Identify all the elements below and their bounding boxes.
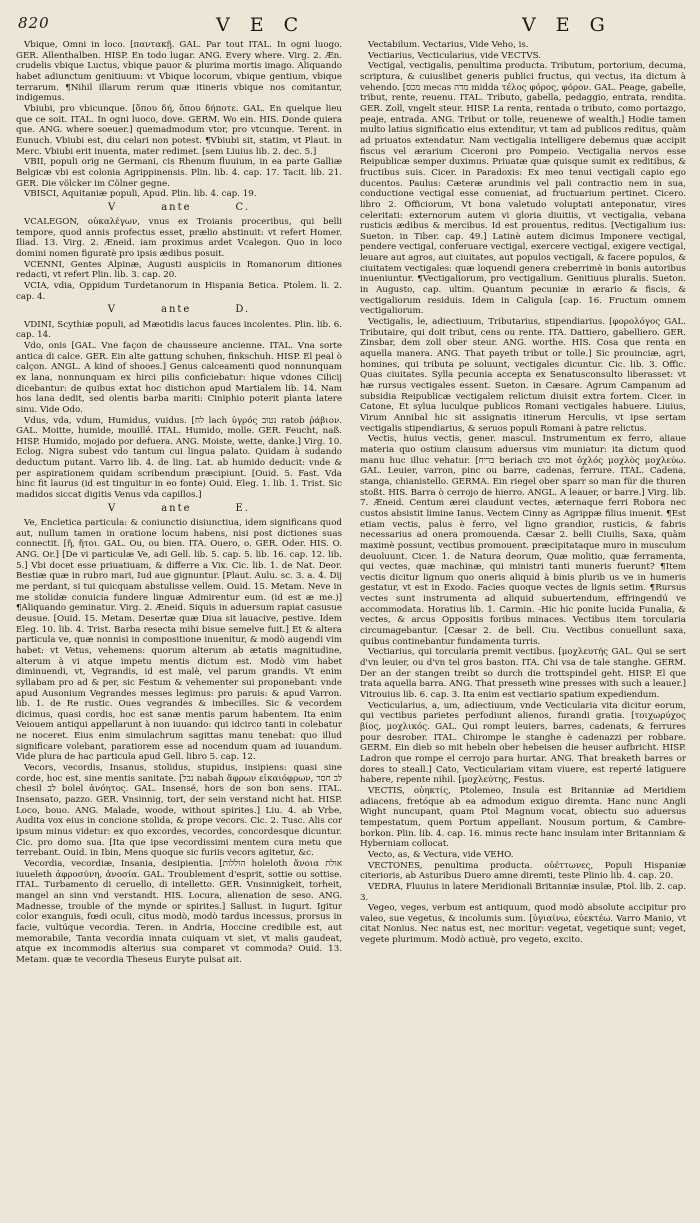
entry-vegeo: Vegeo, veges, verbum est antiquum, quod modò absolute accipitur pro valeo, sue vegetus, & incolumis sum. [ὑγιαίνω, εὐεκτέω. Varro Manio, vt citat Nonius. Nec natus est, nec moritur: vegetat, vegetique sunt; veget, vegete plurimum. Modò actiuè, pro vegeto, excito. [360,903,686,946]
entry-vectones: VECTONES, penultima producta. οὐέττωνες, Populi Hispaniæ citerioris, ab Asturibus Duero amne diremti, teste Plinio lib. 4. cap. 20. [360,860,686,882]
divider-letter: C. [235,201,251,213]
divider-letter: E. [235,502,251,514]
entry-vectabilum: Vectabilum. Vectarius, Vide Veho, is. [368,40,529,50]
entry-vectigalis: Vectigalis, le, adiectiuum, Tributarius, stipendiarius. [φορολόγος GAL. Tributaire, qui doit tribut, cens ou rente. ITA. Dattiero, gabelliero. GER. Zinsbar, dem zoll ober steur. ANG. worthe. HIS. Cosa que renta en aquella manera. ANG. That payeth tribut or tolle.] Sic prouinciæ, agri, homines, qui tributa pe soluunt, vectigales dicuntur. Cic. lib. 3. Offic. Quas ciuitates. Sylla pecunia accepta ex Senatusconsulto liberasset: vt hæ rursus vectigales essent. Sueton. in Cæsare. Agrum Campanum ad subsidia Reipublicæ vectigalem relictum diuisit extra fortem. Cicer. in Catone, Et sylua luculque publicos Romani vectigales habuere. Liuius, Virum Annibal hic sit assignatis itinerum Herculis, vt ipse sertam vectigalis stipendiarius, & seruos populi Romani à patre relictus. [360,317,686,434]
entry-vdus: Vdus, vda, vdum, Humidus, vuidus. [לח lach ὑγρός נטוב ratob ῥάβιον. GAL. Moitte, humide, mouillé. ITAL. Humido, molle. GER. Feucht, naß. HISP. Humido, mojado por defuera. ANG. Moiste, wette, danke.] Virg. 10. Eclog. Nigra subest vdo tantum cui lingua palato. Quidam à sudando deductum putant. Varro lib. 4. de ling. Lat. ab humido deducit: vnde & per aspirationem quidam scribendum præcipiunt. [Ouid. 5. Fast. Vda hinc fit laurus (id est tinguitur in eo fonte) Ouid. Eleg. 1. lib. 1. Trist. Sic madidos siccat digitis Venus vda capillos.] [16,415,342,501]
entry-vbisci: VBISCI, Aquitaniæ populi, Apud. Plin. lib. 4. cap. 19. [24,189,257,200]
entry-vedra: VEDRA, Fluuius in latere Meridionali Britanniæ insulæ, Ptol. lib. 2. cap. 3. [360,881,686,903]
page-number: 820 [18,14,50,32]
entry-vectis: Vectis, huius vectis, gener. mascul. Instrumentum ex ferro, aliaue materia quo ostium clausum aduersus vim muniatur: ita dictum quod manu huc illuc vehatur. [בריח beriach מוט mot ὀχλός μοχλὸς μοχλεύω. GAL. Leuier, varron, pinc ou barre, cadenas, ferrure. ITAL. Cadena, stanga, chianistello. GERMA. Ein riegel ober sparr so man für die thuren stoßt. HIS. Barra ò cerrojo de hierro. ANGL. A leauer, or barre.] Virg. lib. 7. Æneid. Centum ærei claudunt vectes, æternaque ferri Robora nec custos absistit limine Ianus. Vectem Cinny as Agrippæ filius inuenit. ¶Est etiam vectis, palus è ferro, vel ligno grandior, rusticis, & fabris necessarius ad onera promouenda. Cæsar 2. belli Ciuilis, Saxa, quàm maximè possunt, vectibus promouent. præcipitataque muro in musculum deuoluunt. Cicer. 1. de Natura deorum, Quæ molitio, quæ ferramenta, qui vectes, quæ machinæ, qui ministri tanti muneris fuerunt? ¶Item vectis dicitur lignum quo oneris aliquid à binis plurib us ve in humeris gestatur, vt est in Exodo. Facies quoque vectes de lignis setim. ¶Rursus vectes sunt instrumenta ad aliquid subuertendum, effringendú ve accommodata. Horatius lib. 1. Carmin. -Hic hic ponite lucida Funalia, & vectes, & arcus Oppositis foribus minaces. Vectibus item torcularia circumagebantur. [Cæsar 2. de bell. Ciu. Vectibus conuellunt saxa, quibus continebantur fundamenta turris. [360,434,686,647]
divider-ante: ante [161,304,192,316]
entry-vbique: Vbique, Omni in loco. [παντακῇ. GAL. Par tout ITAL. In ogni luogo. GER. Allenthalben. HISP. En todo lugar. ANG. Every where. Virg. 2. Æn. crudelis vbique Luctus, vbique pauor & plurima mortis imago. Aliquando habet adiunctum genitiuum: vt Vbique locorum, vbique gentium, vbique terrarum. ¶Nihil illarum rerum quæ itineris vbique nos comitantur, indigemus. [16,40,342,104]
left-column [16,40,342,1210]
divider-ante: ante [161,201,192,213]
entry-vectiarius-ref: Vectiarius, Vecticularius, vide VECTVS. [368,50,542,61]
section-divider-vc [16,202,342,214]
divider-ante: ante [161,502,192,514]
entry-vdini: VDINI, Scythiæ populi, ad Mæotidis lacus fauces incolentes. Plin. lib. 6. cap. 14. [16,319,342,341]
entry-vectis-insula: VECTIS, οὐηκτίς, Ptolemeo, Insula est Britanniæ ad Meridiem adiacens, fretóque ab ea admodum exiguo diremta. Hanc nunc Angli Wight nuncupant, quam Ptol Magnum vocat, obiectu suo aduersus tempestatum, quem Portum appellant. Nousum portum, & Cambre-borkon. Plin. lib. 4. cap. 16. minus recte hanc insulam inter Britanniam & Hyberniam collocat. [360,785,686,850]
entry-vcalegon: VCALEGON, οὐκαλέγων, vnus ex Troianis proceribus, qui belli tempore, quod annis profectus esset, prælio abstinuit: vt refert Homer. Iliad. 13. Virg. 2. Æneid. iam proximus ardet Vcalegon. Quo in loco domini nomen figuratè pro ipsis ædibus posuit. [16,217,342,260]
guide-word-left: V E C [216,14,306,36]
guide-word-right: V E G [522,14,612,36]
right-column [360,40,686,1210]
entry-vecordia: Vecordia, vecordiæ, Insania, desipientia. [הוללות holeloth ἄνοια אולת iuueleth ἀφροσύνη, ἀνοσία. GAL. Troublement d'esprit, sottie ou sottise. ITAL. Turbamento di ceruello, di intelletto. GER. Vnsinnigkeit, torheit, mangel an sinn vnd verstandt. HIS. Locura, alienation de seso. ANG. Madnesse, trouble of the mynde or spirites.] Sallust. in Iugurt. Igitur color exanguis, fœdi oculi, citus modò, modò tardus incessus, prorsus in facie, vultúque vecordia. Teren. in Andria, Hoccine credibile est, aut memorabile, Tanta vecordia innata cuiquam vt siet, vt malis gaudeat, atque ex incommodis alterius sua comparet vt commoda? Ouid. 13. Metam. quæ te vecordia Theseus Euryte pulsat ait. [16,859,342,965]
entry-vdo: Vdo, onis [GAL. Vne façon de chausseure ancienne. ITAL. Vna sorte antica di calce. GER. Ein alte gattung schuhen, finkschuh. HISP. El peal ò calçon. ANGL. A kind of shooes.] Genus calceamenti quod nonnunquam ex lana, nonnunquam ex hirci pilis conficiebatur: hique vdones Cilicij dicebantur: de quibus extat hoc distichon apud Martialem lib. 14. Nam hos lana dedit, sed olentis barba mariti: Ciniphio poterit planta latere sinu. Vide Odo. [16,340,342,415]
entry-vecticularius: Vecticularius, a, um, adiectiuum, vnde Vecticularia vita dicitur eorum, qui vectibus parietes perfodiunt alienos, furandi gratia. [τοιχωρύχος βίος, μοχλικός. GAL. Qui rompt leuiers, barres, cadenats, & ferrures pour desrober. ITAL. Chirompe le stanghe è cadenazzi per robbare. GERM. Ein dieb so mit hebeln ober hebeisen die heuser aufbricht. HISP. Ladron que rompe el cerrojo para hurtar. ANG. That breaketh barres or dores to steall.] Cato, Vecticulariam vitam viuere, est reperté latiguere habere, repente nihil. [μοχλεύτης, Festus. [360,700,686,786]
divider-letter: V [107,201,118,213]
entry-vbii: VBII, populi orig ne Germani, cis Rhenum fluuium, in ea parte Galliæ Belgicæ vbi est colonia Agrippinensis. Plin. lib. 4. cap. 17. Tacit. lib. 21. GER. Die völcker im Cölner gegne. [16,157,342,189]
entry-vectiarius: Vectiarius, qui torcularia premit vectibus. [μοχλευτής GAL. Qui se sert d'vn leuier, ou d'vn tel gros baston. ITA. Chi vsa de tale stanghe. GERM. Der an der stangen treibt so durch die trottspindel geht. HISP. El que trata aquella barra. ANG. That presseth wine presses with such a leauer.] Vitrouius lib. 6. cap. 3. Ita enim est vectiario spatium expediendum. [360,647,686,701]
section-divider-vd [16,304,342,316]
divider-letter: V [107,304,118,316]
entry-vcenni: VCENNI, Gentes Alpinæ, Augusti auspiciis in Romanorum ditiones redacti, vt refert Plin. lib. 3. cap. 20. [16,259,342,281]
entry-vcia: VCIA, vdia, Oppidum Turdetanorum in Hispania Betica. Ptolem. li. 2. cap. 4. [16,281,342,302]
divider-letter: D. [235,304,251,316]
two-column-text [16,40,686,1210]
section-divider-ve [16,503,342,515]
entry-vecto: Vecto, as, & Vectura, vide VEHO. [368,849,514,860]
entry-vbiubi: Vbiubi, pro vbicunque. [ὅπου δή, ὅπου δήποτε. GAL. En quelque lieu que ce soit. ITAL. In ogni luoco, dove. GERM. Wo ein. HIS. Donde quiera que. ANG. where soeuer.] quemadmodum vtor, pro vtcunque. Terent. in Eunuch. Vbiubi est, diu celari non potest. ¶Vbiubi sit, statim, vt Plaut. in Merc. Vbiubi erit inuenta, mater redimet. [sem Liuius lib. 2. dec. 5.] [16,103,342,157]
entry-vecors: Vecors, vecordis, Insanus, stolidus, stupidus, insipiens: quasi sine corde, hoc est, sine mentis sanitate. [נבל nabah ἄφρων εἰκαιόφρων, לב חסר chesil לב bolel ἀνόητος. GAL. Insensé, hors de son bon sens. ITAL. Insensato, pazzo. GER. Vnsinnig, tort, der sein verstand nicht hat. HISP. Loco, bouo. ANG. Malade, woode, without spirites.] Liu. 4. ab Vrbe, Audita vox eius in concione stolida, & prope vecors. Cic. 2. Tusc. Alis cor ipsum minus videtur: ex quo excordes, vecordes, concordesque dicuntur. Cic. pro domo sua. [Ita que ipse vecordissimi mentem cura metu que terrebant. Ouid. in Ibin, Mens quoque sic furiis vecors agitetur, &c. [16,763,342,859]
running-head [16,6,686,40]
entry-ve: Ve, Encletica particula: & coniunctio disiunctiua, idem significans quod aut, nullum tamen in oratione locum habens, nisi post dictiones suas connectit. [ἤ, ἤτοι. GAL. Ou, ou bien. ITA. Ouero, o. GER. Oder. HIS. O. ANG. Or.] [De vi particulæ Ve, adi Gell. lib. 5. cap. 5. lib. 16. cap. 12. lib. 5.] Vbi docet esse priuatiuam, & differre a Vix. Cic. lib. 1. de Nat. Deor. Bestiæ quæ in rubro mari, Iud aue gignuntur. [Plaut. Aulu. sc. 3. a. 4. Dij me perdant, si tui quicquam abstulisse vellem. Ouid. 15. Metam. Neve in me stolidæ conuicia fundere linguæ Admirentur eum. (id est æ me.)] ¶Aliquando geminatur. Virg. 2. Æneid. Siquis in aduersum rapiat casusue deusue. [Ouid. 15. Metam. Desertæ quæ Diua sit lauacive, pestive. Idem Eleg. 10. lib. 4. Trist. Barba resecta mihi bisue semelve fuit.] Et & altera particula ve, quæ nonnisi in compositione inuenitur, & modò augendi vim habet: vt Vetus, vehemens: quorum alterum ab ætatis magnitudine, alterum à vi atque impetu mentis dictum est. Modò vim habet diminuendi, vt, Vegrandis, id est malè, vel parum grandis. Vt enim syllabam pro ad & per, sic Festum & vehementer sui proponebant: vnde apud Ausonium Vegrandes messes legimus: pro paruis: & apud Varron. lib. 1. de Re rustic. Oues vegrandes & imbecilles. Sic & vecordem dicimus, quasi cordis, hoc est sanæ mentis parum habentem. Ita enim Veiouem antiqui appellarunt à non iuuando: qui idcirco tanti in colebatur ne noceret. Eius enim simulachrum sagittas manu tenebat: quo illud significare volebant, paratiorem esse ad nocendum quam ad iuuandum. Vide plura de hac particula apud Gell. libro 5. cap. 12. [16,518,342,763]
entry-vectigal: Vectigal, vectigalis, penultima producta. Tributum, portorium, decuma, scriptura, & cuiuslibet generis publici fructus, qui vectus, ita dictum à vehendo. [מכס mecas מדה midda τέλος φόρος, φόρον. GAL. Peage, gabelle, tribut, rente, reuenu. ITAL. Tributo, gabella, pedaggio, entrata, rendita. GER. Zoll, vngelt steur. HISP. La renta, rentada o tributo, como portazgo, peaje, entrada. ANG. Tribut or tolle, reuenewe of wealth.] Hodie tamen multo latius significatio eius extenditur, vt tam ad publicos reditus, quàm ad priuatos extendatur. Nam vectigalia intelligere debemus quæ accipit fiscus vel ærarium Ciceroni pro Pompeio. Vectigalia nervos esse Reipublicæ semper duximus. Priuatæ quæ quisque sumit ex reditibus, & fructibus suis. Cicer. in Paradoxis: Ex meo tenui vectigali capio ego ducentos. Paulus: Cæteræ arundinis vel pali contractio nem in sua, conductione vectigal esse conueniat, ad fructuarium pertinet. Cicero. libro 2. Officiorum, Vt bona valetudo voluptati anteponatur, vires celeritati: externorum autem vi gloria diuitiis, vt vectigalia, vebana rusticis ædibus & mercibus. Id est prouentus, reditus. [Vectigalium ius: Sueton. in Tiber. cap. 49.] Latinè autem dicimus Imponere vectigal, pendere vectigal, conferuare vectigal, exercere vectigal, exigere vectigal, leuare aut agros, aut ciuitates, aut populos vectigali, & facere populos, & ciuitatem vectigales: quæ loquendi genera creberrimè in bonis autoribus inueniuntur. ¶Vectigaliorum, pro vectigalium. Genitiuus pluralis. Sueton. in Augusto, cap. ultim. Quantum pecuniæ in ærario & fiscis, & vectigaliorum residuis. Idem in Caligula [cap. 16. Fructum omnem vectigaliorum. [360,61,686,317]
divider-letter: V [107,502,118,514]
